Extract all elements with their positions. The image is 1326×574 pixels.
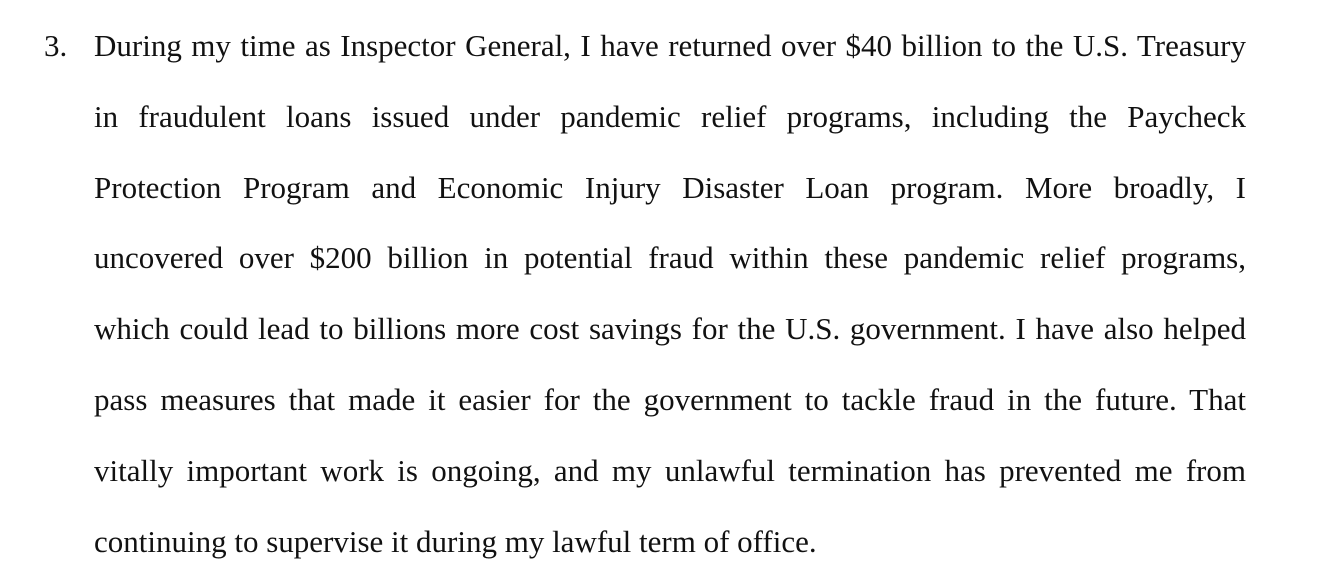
paragraph-line: pass measures that made it easier for the government to tackle fraud in the future. That <box>94 381 1246 417</box>
paragraph-line: vitally important work is ongoing, and my unlawful termination has prevented me from <box>94 452 1246 488</box>
paragraph-line: continuing to supervise it during my lawful term of office. <box>94 523 817 559</box>
paragraph-line: which could lead to billions more cost savings for the U.S. government. I have also helped <box>94 311 1246 347</box>
paragraph-line: Protection Program and Economic Injury Disaster Loan program. More broadly, I <box>94 169 1246 205</box>
paragraph-number: 3. <box>44 28 68 63</box>
paragraph-line: uncovered over $200 billion in potential fraud within these pandemic relief programs, <box>94 240 1246 276</box>
paragraph-line: in fraudulent loans issued under pandemic relief programs, including the Paycheck <box>94 98 1246 134</box>
paragraph-line: During my time as Inspector General, I have returned over $40 billion to the U.S. Treasury <box>94 28 1246 63</box>
paragraph-body <box>94 26 1246 562</box>
